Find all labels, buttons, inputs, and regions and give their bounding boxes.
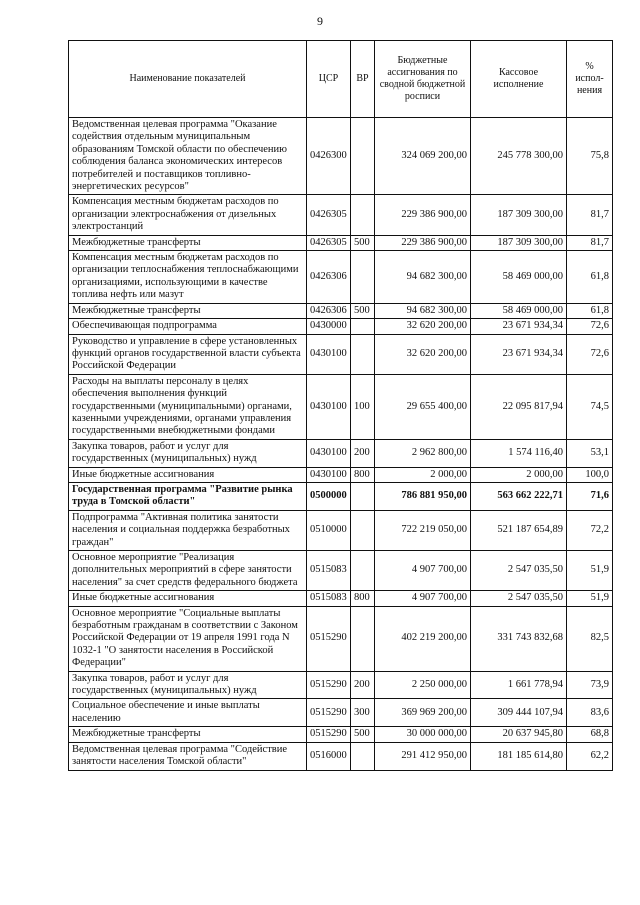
cell-plan: 30 000 000,00 [375, 727, 471, 742]
cell-vr: 300 [351, 699, 375, 727]
cell-fact: 181 185 614,80 [471, 742, 567, 770]
cell-name: Ведомственная целевая программа "Содействие занятости населения Томской области" [69, 742, 307, 770]
cell-csr: 0516000 [307, 742, 351, 770]
cell-name: Расходы на выплаты персоналу в целях обеспечения выполнения функций государственными (муниципальными) органами, казенными учреждениями, органами управления государственными внебюджетными фондами [69, 374, 307, 439]
table-row [69, 699, 613, 727]
cell-csr: 0430100 [307, 439, 351, 467]
cell-name: Закупка товаров, работ и услуг для государственных (муниципальных) нужд [69, 671, 307, 699]
cell-pct: 72,2 [567, 510, 613, 550]
cell-name: Обеспечивающая подпрограмма [69, 319, 307, 334]
table-body [69, 118, 613, 771]
cell-csr: 0515083 [307, 591, 351, 606]
cell-vr: 500 [351, 727, 375, 742]
table-row [69, 118, 613, 195]
cell-fact: 20 637 945,80 [471, 727, 567, 742]
cell-csr: 0426306 [307, 251, 351, 304]
cell-pct: 82,5 [567, 606, 613, 671]
cell-fact: 23 671 934,34 [471, 334, 567, 374]
cell-fact: 58 469 000,00 [471, 251, 567, 304]
cell-vr [351, 195, 375, 235]
cell-csr: 0430100 [307, 467, 351, 482]
table-row [69, 591, 613, 606]
table-header-row [69, 41, 613, 118]
cell-vr [351, 334, 375, 374]
cell-csr: 0500000 [307, 482, 351, 510]
cell-name: Руководство и управление в сфере установленных функций органов государственной власти субъекта Российской Федерации [69, 334, 307, 374]
cell-name: Основное мероприятие "Реализация дополнительных мероприятий в сфере занятости населения" за счет средств федерального бюджета [69, 551, 307, 591]
cell-csr: 0426300 [307, 118, 351, 195]
cell-vr: 500 [351, 303, 375, 318]
cell-csr: 0515083 [307, 551, 351, 591]
cell-plan: 4 907 700,00 [375, 591, 471, 606]
cell-name: Закупка товаров, работ и услуг для государственных (муниципальных) нужд [69, 439, 307, 467]
cell-csr: 0515290 [307, 606, 351, 671]
cell-plan: 722 219 050,00 [375, 510, 471, 550]
cell-csr: 0426305 [307, 235, 351, 250]
cell-csr: 0430000 [307, 319, 351, 334]
table-row [69, 235, 613, 250]
cell-plan: 291 412 950,00 [375, 742, 471, 770]
cell-csr: 0515290 [307, 699, 351, 727]
cell-pct: 61,8 [567, 303, 613, 318]
table-row [69, 510, 613, 550]
cell-name: Компенсация местным бюджетам расходов по организации электроснабжения от дизельных электростанций [69, 195, 307, 235]
cell-plan: 29 655 400,00 [375, 374, 471, 439]
table-row [69, 374, 613, 439]
cell-fact: 309 444 107,94 [471, 699, 567, 727]
cell-name: Государственная программа "Развитие рынка труда в Томской области" [69, 482, 307, 510]
cell-pct: 75,8 [567, 118, 613, 195]
cell-vr: 500 [351, 235, 375, 250]
table-row [69, 303, 613, 318]
table-row [69, 606, 613, 671]
cell-vr: 200 [351, 439, 375, 467]
cell-plan: 229 386 900,00 [375, 235, 471, 250]
cell-vr [351, 742, 375, 770]
cell-vr [351, 482, 375, 510]
cell-fact: 187 309 300,00 [471, 195, 567, 235]
cell-csr: 0430100 [307, 334, 351, 374]
table-row [69, 334, 613, 374]
table-row [69, 251, 613, 304]
cell-name: Ведомственная целевая программа "Оказание содействия отдельным муниципальным образованиям Томской области по обеспечению соблюдения баланса экономических интересов потребителей и поставщиков топливно-энергетических ресурсов" [69, 118, 307, 195]
header-pct: % испол-нения [567, 41, 613, 118]
cell-name: Подпрограмма "Активная политика занятости населения и социальная поддержка безработных граждан" [69, 510, 307, 550]
cell-pct: 81,7 [567, 195, 613, 235]
page-number: 9 [317, 14, 323, 28]
cell-plan: 2 000,00 [375, 467, 471, 482]
cell-fact: 22 095 817,94 [471, 374, 567, 439]
table-row [69, 551, 613, 591]
table-row [69, 727, 613, 742]
cell-name: Иные бюджетные ассигнования [69, 591, 307, 606]
cell-csr: 0426305 [307, 195, 351, 235]
cell-plan: 786 881 950,00 [375, 482, 471, 510]
table-row [69, 482, 613, 510]
cell-vr: 100 [351, 374, 375, 439]
cell-pct: 62,2 [567, 742, 613, 770]
cell-name: Компенсация местным бюджетам расходов по организации теплоснабжения теплоснабжающими организациями, использующими в качестве топлива нефть или мазут [69, 251, 307, 304]
cell-fact: 245 778 300,00 [471, 118, 567, 195]
cell-pct: 51,9 [567, 591, 613, 606]
header-name: Наименование показателей [69, 41, 307, 118]
cell-vr [351, 319, 375, 334]
table-row [69, 467, 613, 482]
cell-pct: 72,6 [567, 334, 613, 374]
cell-name: Межбюджетные трансферты [69, 303, 307, 318]
cell-pct: 53,1 [567, 439, 613, 467]
table-row [69, 439, 613, 467]
budget-execution-table [68, 40, 613, 771]
cell-fact: 1 661 778,94 [471, 671, 567, 699]
table-row [69, 742, 613, 770]
cell-name: Межбюджетные трансферты [69, 235, 307, 250]
cell-csr: 0510000 [307, 510, 351, 550]
cell-csr: 0430100 [307, 374, 351, 439]
cell-name: Социальное обеспечение и иные выплаты населению [69, 699, 307, 727]
cell-csr: 0515290 [307, 671, 351, 699]
cell-fact: 1 574 116,40 [471, 439, 567, 467]
cell-pct: 71,6 [567, 482, 613, 510]
cell-name: Межбюджетные трансферты [69, 727, 307, 742]
cell-vr [351, 551, 375, 591]
cell-plan: 32 620 200,00 [375, 334, 471, 374]
cell-csr: 0426306 [307, 303, 351, 318]
cell-pct: 68,8 [567, 727, 613, 742]
header-plan: Бюджетные ассигнования по сводной бюджетной росписи [375, 41, 471, 118]
cell-pct: 72,6 [567, 319, 613, 334]
cell-pct: 83,6 [567, 699, 613, 727]
cell-plan: 94 682 300,00 [375, 303, 471, 318]
cell-vr [351, 118, 375, 195]
cell-fact: 2 547 035,50 [471, 591, 567, 606]
cell-pct: 81,7 [567, 235, 613, 250]
table-row [69, 195, 613, 235]
cell-vr [351, 606, 375, 671]
cell-plan: 324 069 200,00 [375, 118, 471, 195]
table-row [69, 671, 613, 699]
cell-pct: 100,0 [567, 467, 613, 482]
header-fact: Кассовое исполнение [471, 41, 567, 118]
cell-plan: 4 907 700,00 [375, 551, 471, 591]
header-vr: ВР [351, 41, 375, 118]
header-csr: ЦСР [307, 41, 351, 118]
cell-vr [351, 510, 375, 550]
cell-fact: 58 469 000,00 [471, 303, 567, 318]
cell-plan: 2 250 000,00 [375, 671, 471, 699]
cell-plan: 94 682 300,00 [375, 251, 471, 304]
cell-vr: 800 [351, 591, 375, 606]
cell-csr: 0515290 [307, 727, 351, 742]
cell-fact: 331 743 832,68 [471, 606, 567, 671]
cell-fact: 2 000,00 [471, 467, 567, 482]
cell-vr: 200 [351, 671, 375, 699]
cell-plan: 2 962 800,00 [375, 439, 471, 467]
cell-fact: 2 547 035,50 [471, 551, 567, 591]
cell-plan: 32 620 200,00 [375, 319, 471, 334]
cell-name: Иные бюджетные ассигнования [69, 467, 307, 482]
cell-pct: 73,9 [567, 671, 613, 699]
cell-vr [351, 251, 375, 304]
cell-plan: 402 219 200,00 [375, 606, 471, 671]
cell-pct: 51,9 [567, 551, 613, 591]
cell-fact: 23 671 934,34 [471, 319, 567, 334]
cell-plan: 229 386 900,00 [375, 195, 471, 235]
cell-fact: 563 662 222,71 [471, 482, 567, 510]
cell-pct: 61,8 [567, 251, 613, 304]
cell-plan: 369 969 200,00 [375, 699, 471, 727]
cell-pct: 74,5 [567, 374, 613, 439]
cell-name: Основное мероприятие "Социальные выплаты безработным гражданам в соответствии с Законом Российской Федерации от 19 апреля 1991 года N 1032-1 "О занятости населения в Российской Федерации" [69, 606, 307, 671]
cell-fact: 187 309 300,00 [471, 235, 567, 250]
cell-fact: 521 187 654,89 [471, 510, 567, 550]
cell-vr: 800 [351, 467, 375, 482]
table-row [69, 319, 613, 334]
